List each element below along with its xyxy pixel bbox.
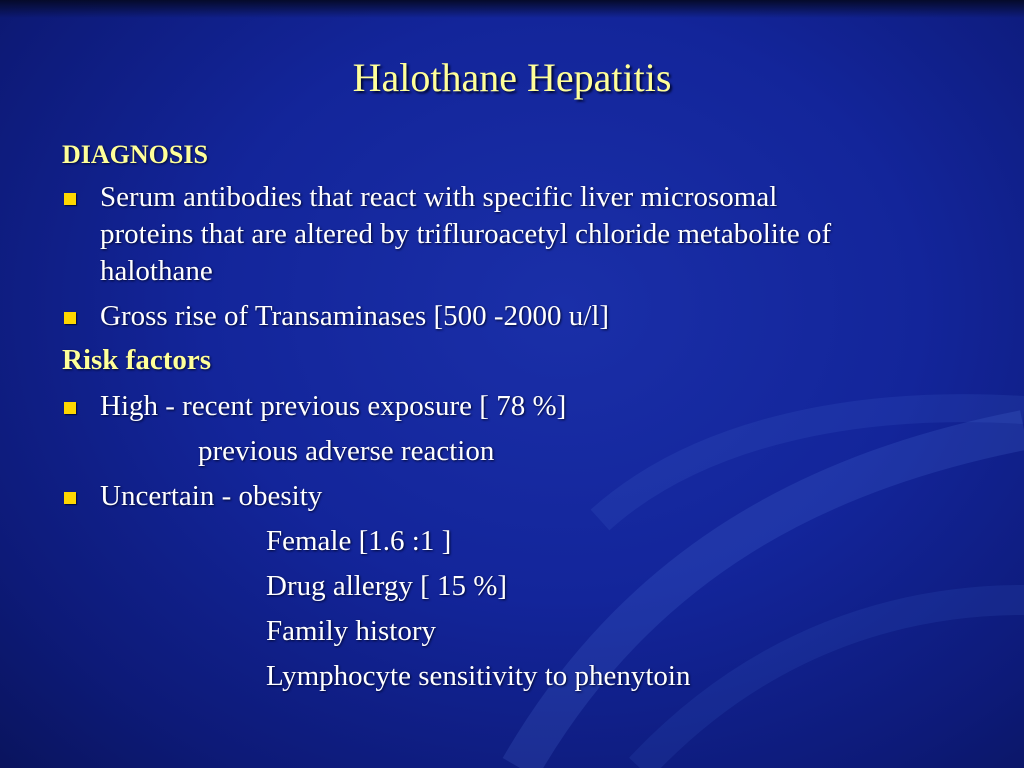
risk-uncertain-item: Family history: [266, 615, 436, 647]
diagnosis-bullet-1-line-3: halothane: [100, 255, 213, 287]
risk-uncertain-item: Female [1.6 :1 ]: [266, 525, 452, 557]
bullet-square-icon: [64, 312, 76, 324]
bullet-square-icon: [64, 193, 76, 205]
risk-high-line: High - recent previous exposure [ 78 %]: [100, 390, 567, 422]
diagnosis-bullet-1-line-1: Serum antibodies that react with specific liver microsomal: [100, 181, 778, 213]
bullet-square-icon: [64, 492, 76, 504]
risk-uncertain-item: Lymphocyte sensitivity to phenytoin: [266, 660, 691, 692]
diagnosis-bullet-1-line-2: proteins that are altered by trifluroacetyl chloride metabolite of: [100, 218, 832, 250]
slide-title: Halothane Hepatitis: [352, 55, 672, 100]
risk-high-continuation: previous adverse reaction: [198, 435, 495, 467]
risk-factors-heading: Risk factors: [62, 344, 212, 376]
risk-uncertain-item: Drug allergy [ 15 %]: [266, 570, 508, 602]
risk-uncertain-line: Uncertain - obesity: [100, 480, 323, 512]
bullet-square-icon: [64, 402, 76, 414]
diagnosis-bullet-2: Gross rise of Transaminases [500 -2000 u/l]: [100, 300, 610, 332]
diagnosis-heading: DIAGNOSIS: [62, 140, 208, 169]
